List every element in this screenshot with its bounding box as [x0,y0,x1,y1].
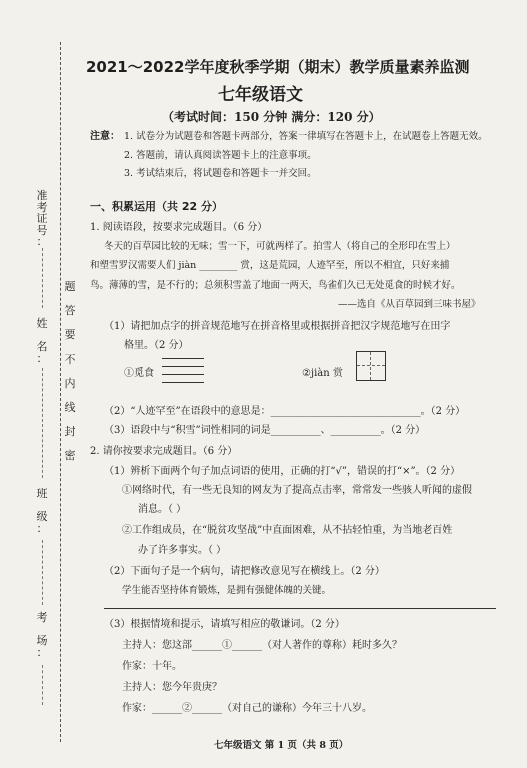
exam-subtitle: 七年级语文 [218,85,303,105]
dialog-line-1: 主持人：您这部______①______（对人著作的尊称）耗时多久？ [122,640,402,651]
q1-stem: 1. 阅读语段，按要求完成题目。（6 分） [90,222,268,233]
name-label: 姓 名 ： [36,317,48,365]
class-line [42,540,43,605]
q2-1a: ①网络时代，有一些无良知的网友为了提高点击率，常常发一些骇人听闻的虚假 [122,485,472,496]
binding-line [60,42,61,742]
dialog-line-2: 作家：十年。 [122,661,182,672]
exam-info: （考试时间：150 分钟 满分：120 分） [162,110,381,124]
q2-1: （1）辨析下面两个句子加点词语的使用，正确的打“√”，错误的打“×”。（2 分） [104,466,461,477]
note-item-3: 3. 考试结束后，将试题卷和答题卡一并交回。 [124,168,317,179]
pinyin-grid-line [162,382,204,383]
passage-line-2: 和塑雪罗汉需要人们 jiàn ________ 赏，这是荒园，人迹罕至，所以不相宜，只好来捕 [90,260,450,271]
section-heading: 一、积累运用（共 22 分） [90,200,223,213]
answer-line[interactable] [104,608,496,609]
passage-source: ——选自《从百草园到三味书屋》 [338,299,481,310]
dialog-line-3: 主持人：您今年贵庚？ [122,682,222,693]
room-label: 考 场 ： [36,611,48,659]
q2-stem: 2. 请你按要求完成题目。（6 分） [90,446,238,457]
q1-1: （1）请把加点字的拼音规范地写在拼音格里或根据拼音把汉字规范地写在田字 [104,321,451,332]
q1-1b: 格里。（2 分） [124,340,189,351]
exam-number-label: 准 考 证 号 ： [36,189,48,249]
pinyin-grid-line [162,366,204,367]
q2-2-sentence: 学生能否坚持体育锻炼，是拥有强健体魄的关键。 [122,585,332,596]
q2-1b: ②工作组成员，在“脱贫攻坚战”中直面困难，从不拈轻怕重，为当地老百姓 [122,525,453,536]
q1-3: （3）语段中与“积雪”词性相同的词是__________、__________。（2 分） [104,425,426,436]
exam-title: 2021～2022学年度秋季学期（期末）教学质量素养监测 [86,58,470,76]
pinyin-grid-line [162,358,204,359]
note-item-1: 1. 试卷分为试题卷和答题卡两部分，答案一律填写在答题卡上，在试题卷上答题无效。 [124,131,488,142]
pinyin-grid-line [162,374,204,375]
pinyin-item-1: ①觅食 [124,368,154,379]
name-line [42,368,43,478]
seal-notice: 题 答 要 不 内 线 封 密 [64,280,76,463]
class-label: 班 级 ： [36,487,48,535]
exam-number-line [42,248,43,308]
pinyin-item-2: ②jiàn 赏 [302,368,343,379]
q2-2: （2）下面句子是一个病句，请把修改意见写在横线上。（2 分） [104,566,385,577]
q2-1b2: 办了许多事实。（ ） [138,545,227,556]
dialog-line-4: 作家：______②______（对自己的谦称）今年三十八岁。 [122,703,372,714]
page-footer: 七年级语文 第 1 页（共 8 页） [214,740,349,751]
notes-label: 注意： [90,131,120,142]
note-item-2: 2. 答题前，请认真阅读答题卡上的注意事项。 [124,150,317,161]
tianzi-grid[interactable] [356,351,386,381]
room-line [42,665,43,705]
q1-2: （2）“人迹罕至”在语段中的意思是：______________________________。（2 分） [104,406,466,417]
q2-3: （3）根据情境和提示，请填写相应的敬谦词。（2 分） [104,619,345,630]
q2-1a2: 消息。（ ） [138,504,187,515]
passage-line-3: 鸟。薄薄的雪，是不行的；总须积雪盖了地面一两天，鸟雀们久已无处觅食的时候才好。 [90,280,461,291]
passage-line-1: 冬天的百草园比较的无味；雪一下，可就两样了。拍雪人（将自己的全形印在雪上） [104,241,456,252]
